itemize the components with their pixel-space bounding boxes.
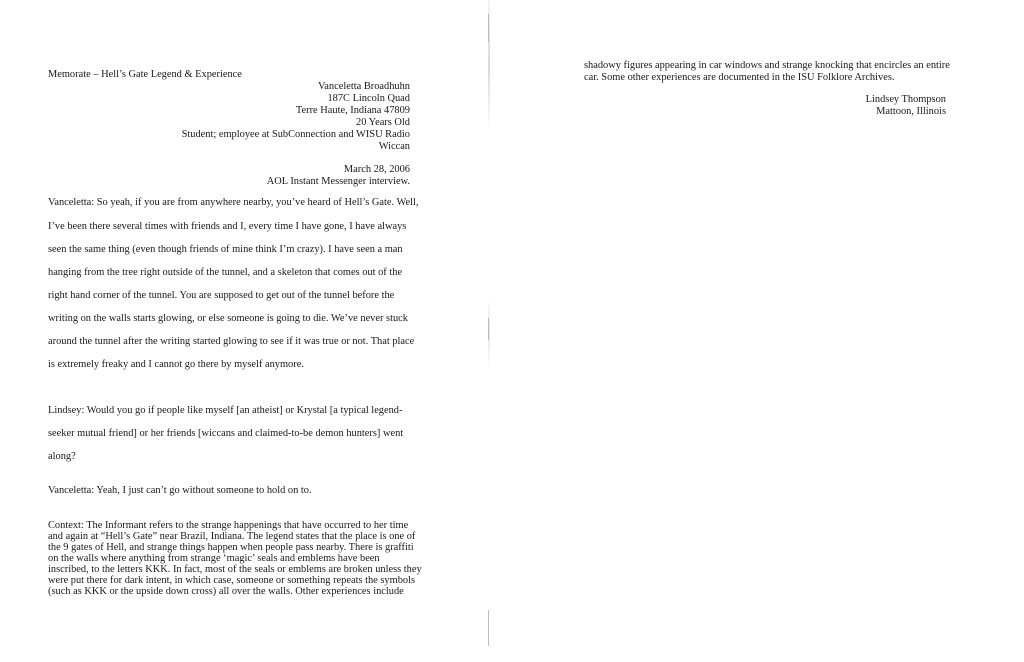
paragraph-line: seen the same thing (even though friends of mine think I’m crazy). I have seen a man bbox=[48, 244, 403, 255]
scan-edge-mark bbox=[488, 14, 489, 42]
scan-edge-mark bbox=[488, 318, 489, 340]
informant-address-line-1: 187C Lincoln Quad bbox=[327, 93, 410, 104]
paragraph-line: along? bbox=[48, 451, 76, 462]
informant-religion: Wiccan bbox=[378, 141, 410, 152]
collector-location: Mattoon, Illinois bbox=[876, 106, 946, 117]
paragraph-line: around the tunnel after the writing started glowing to see if it was true or not. That place bbox=[48, 336, 415, 347]
scan-edge-mark bbox=[488, 610, 489, 646]
context-line: inscribed, to the letters KKK. In fact, most of the seals or emblems are broken unless they bbox=[48, 564, 422, 575]
context-line: Context: The Informant refers to the strange happenings that have occurred to her time bbox=[48, 520, 409, 531]
paragraph-line: Vanceletta: So yeah, if you are from anywhere nearby, you’ve heard of Hell’s Gate. Well, bbox=[48, 197, 419, 208]
paragraph-line: hanging from the tree right outside of the tunnel, and a skeleton that comes out of the bbox=[48, 267, 403, 278]
context-line: (such as KKK or the upside down cross) all over the walls. Other experiences include bbox=[48, 586, 404, 597]
document-title: Memorate – Hell’s Gate Legend & Experience bbox=[48, 69, 242, 80]
context-line: on the walls where anything from strange ‘magic’ seals and emblems have been bbox=[48, 553, 380, 564]
interview-date: March 28, 2006 bbox=[343, 164, 410, 175]
informant-address-line-2: Terre Haute, Indiana 47809 bbox=[295, 105, 410, 116]
right-page bbox=[490, 0, 1024, 662]
informant-name: Vanceletta Broadhuhn bbox=[317, 81, 410, 92]
paragraph-line: Lindsey: Would you go if people like myself [an atheist] or Krystal [a typical legend- bbox=[48, 405, 403, 416]
left-page bbox=[0, 0, 490, 662]
continuation-line: shadowy figures appearing in car windows and strange knocking that encircles an entire bbox=[584, 60, 950, 71]
continuation-line: car. Some other experiences are documented in the ISU Folklore Archives. bbox=[584, 72, 895, 83]
collector-name: Lindsey Thompson bbox=[865, 94, 946, 105]
paragraph-line: I’ve been there several times with friends and I, every time I have gone, I have always bbox=[48, 221, 407, 232]
context-line: the 9 gates of Hell, and strange things happen when people pass nearby. There is graffiti bbox=[48, 542, 414, 553]
interview-paragraph-3: Vanceletta: Yeah, I just can’t go without someone to hold on to. bbox=[48, 485, 312, 496]
informant-age: 20 Years Old bbox=[356, 117, 410, 128]
paragraph-line: is extremely freaky and I cannot go there by myself anymore. bbox=[48, 359, 304, 370]
interview-method: AOL Instant Messenger interview. bbox=[266, 176, 410, 187]
context-line: were put there for dark intent, in which case, someone or something repeats the symbols bbox=[48, 575, 416, 586]
informant-occupation: Student; employee at SubConnection and WISU Radio bbox=[181, 129, 410, 140]
context-line: and again at “Hell’s Gate” near Brazil, Indiana. The legend states that the place is one of bbox=[48, 531, 416, 542]
paragraph-line: seeker mutual friend] or her friends [wiccans and claimed-to-be demon hunters] went bbox=[48, 428, 404, 439]
paragraph-line: writing on the walls starts glowing, or else someone is going to die. We’ve never stuck bbox=[48, 313, 408, 324]
paragraph-line: right hand corner of the tunnel. You are supposed to get out of the tunnel before the bbox=[48, 290, 395, 301]
